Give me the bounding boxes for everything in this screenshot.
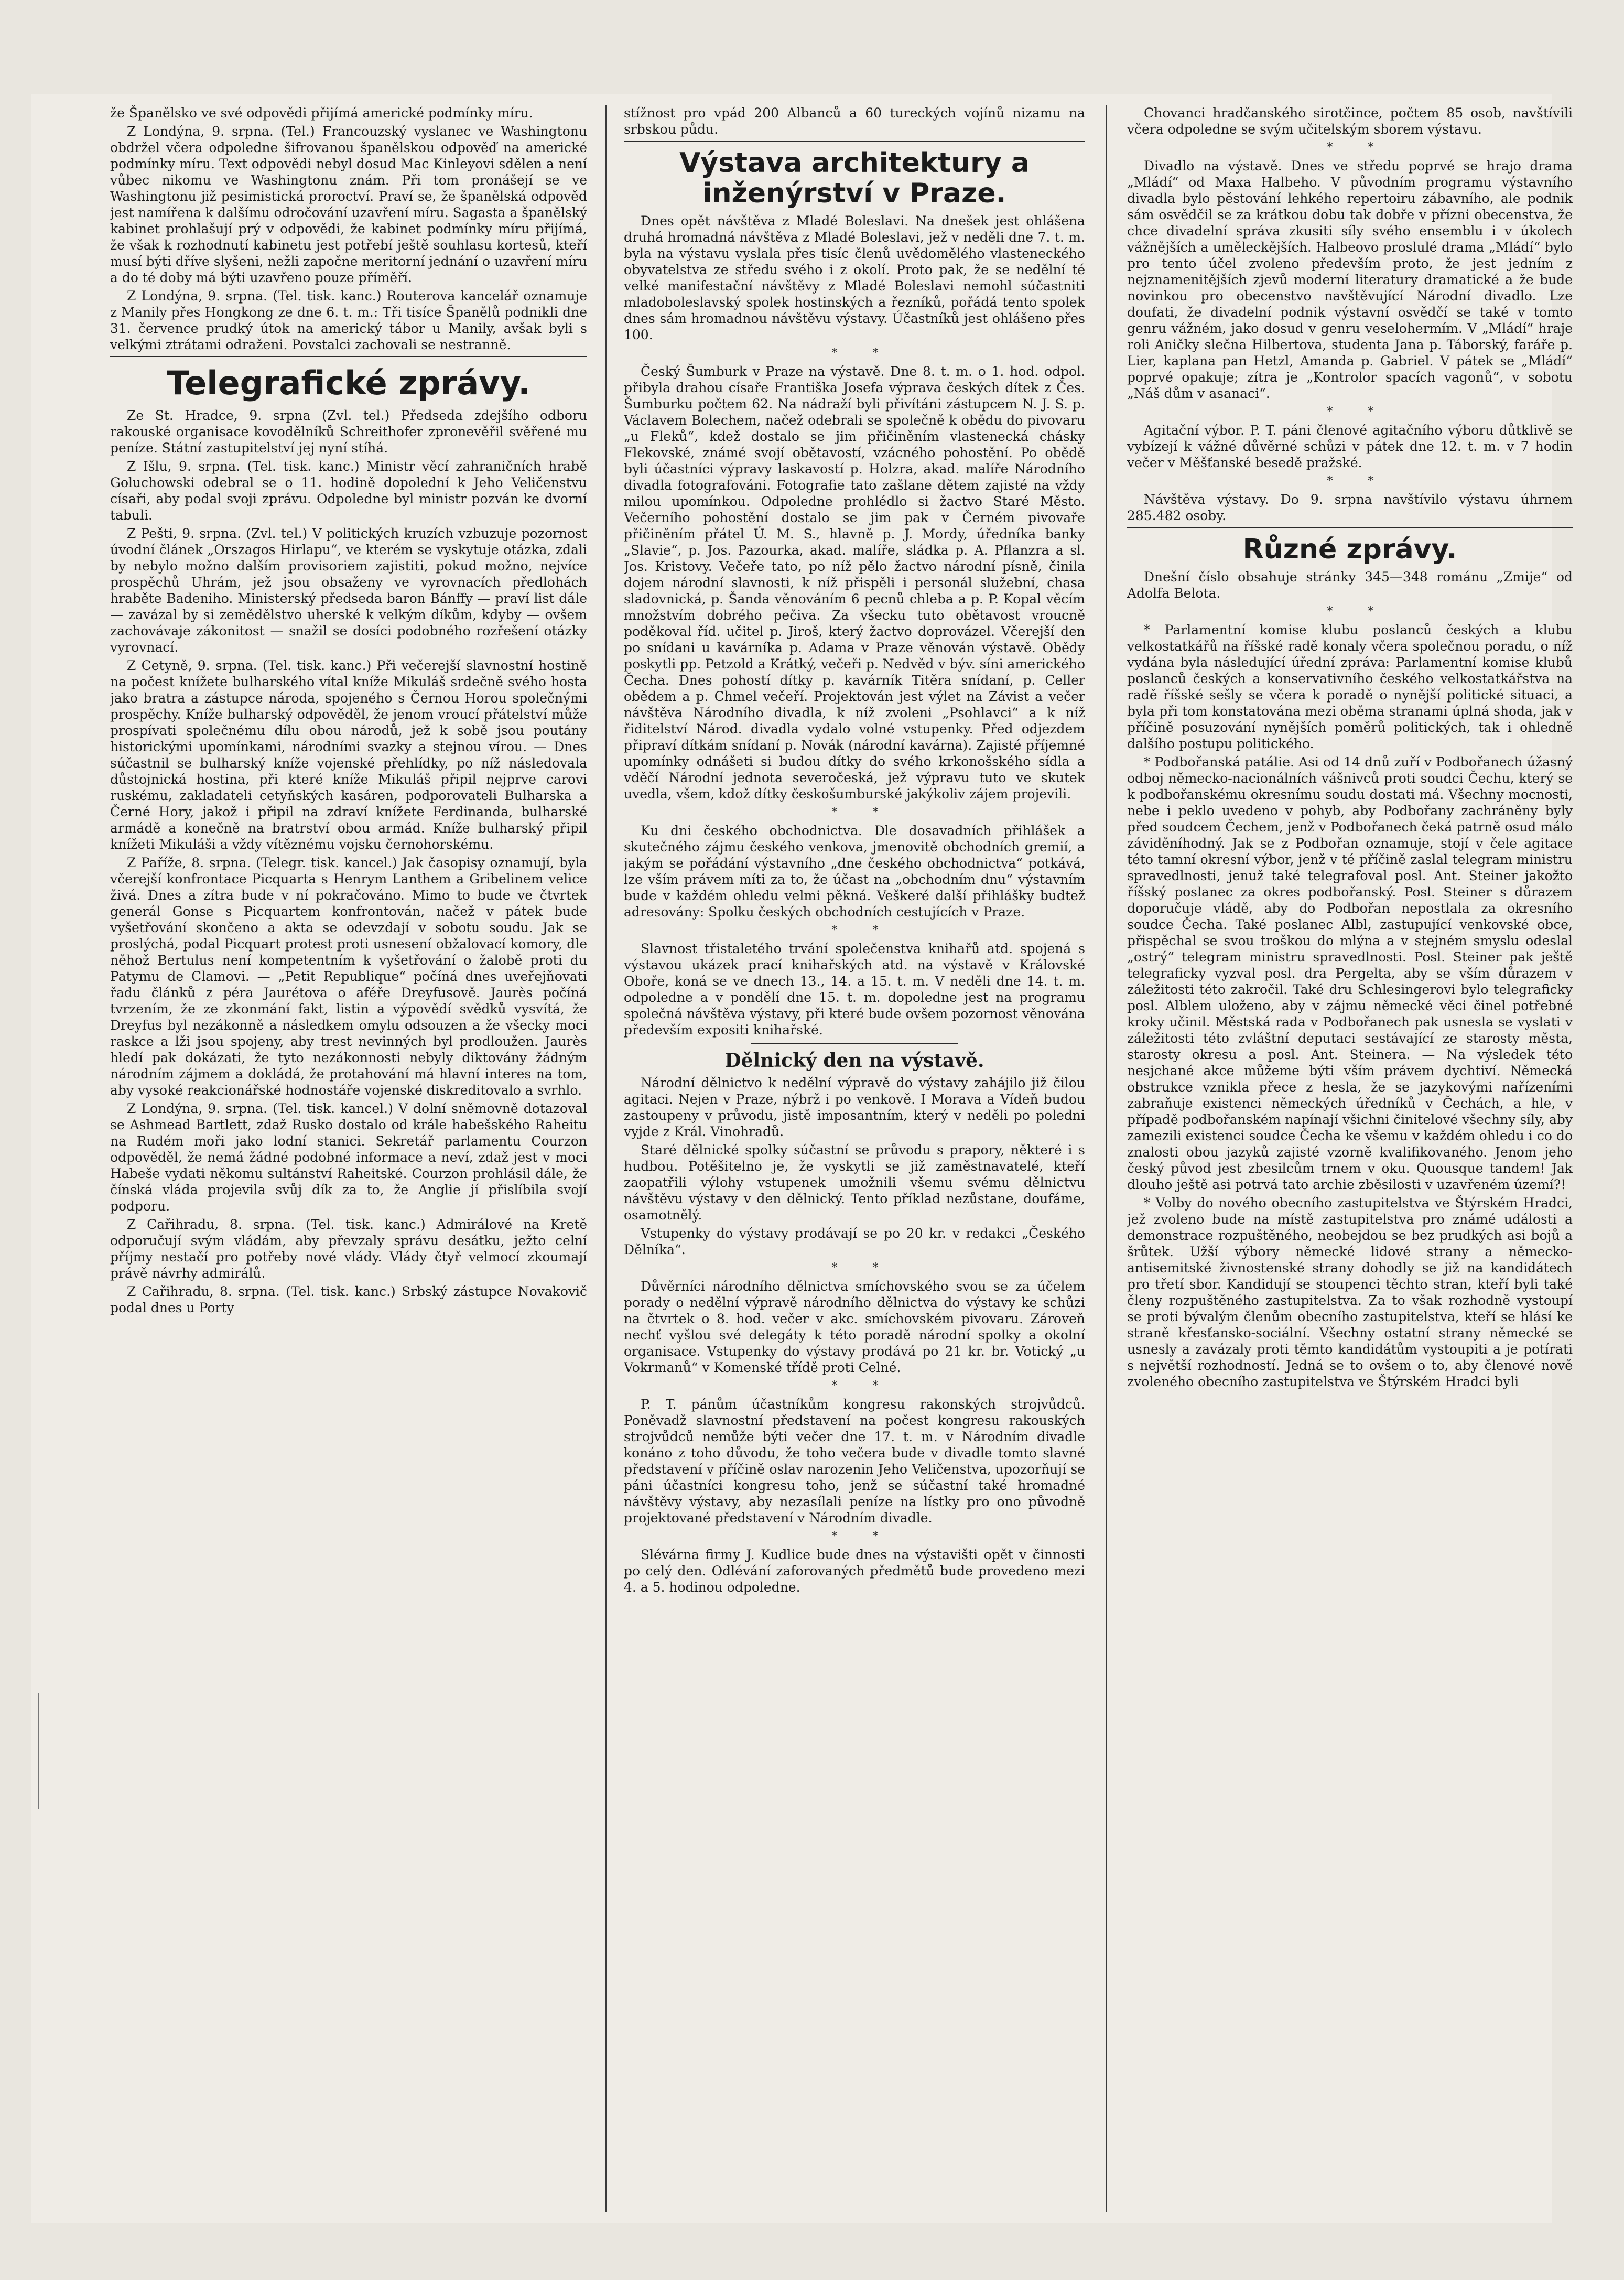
section-divider: [1127, 527, 1573, 528]
separator-stars: * *: [831, 924, 894, 937]
section-heading-exhibition: Výstava architektury a inženýrství v Praze.: [679, 147, 1030, 209]
section-heading-telegrams: Telegrafické zprávy.: [167, 364, 530, 402]
separator-stars: * *: [831, 1379, 894, 1392]
article-cesky-sumburk: Český Šumburk v Praze na výstavě. Dne 8. t. m. o 1. hod. odpol. přibyla drahou císaře Františka Josefa výprava českých dítek z Čes. Šumburku počtem 62. Na nádraží byli přivítáni zástupcem N. J. S. p. Václavem Bolechem, načež odebrali se společně k obědu do pivovaru „u Fleků“, kdež dostalo se jim přičiněním vlastenecká chásky Flekovské, známé svojí obětavostí, vzácného pohostění. Po obědě byli účastníci výpravy laskavostí p. Holzra, akad. malíře Národního divadla fotografováni. Fotografie tato zašlane dětem zajisté na vždy milou upomínkou. Odpoledne prohlédlo si žactvo Staré Město. Večerního pohostění dostalo se jim pak v Černém pivovaře přičiněním přátel Ú. M. S., hlavně p. J. Mordy, úředníka banky „Slavie“, p. Jos. Pazourka, akad. malíře, sládka p. A. Pflanzra a sl. Jos. Kristovy. Večeře tato, po níž pělo žactvo národní písně, činila dojem národní slavnosti, k níž přispěli i personál služební, chasa sladovnická, p. Šanda věnováním 6 pecnů chleba a p. P. Kopal věcím množstvím dobrého pečiva. Za všecku tuto obětavost vroucně poděkoval říd. učitel p. Jiroš, který žactvo doprovázel. Včerejší den po snídani u kavárníka p. Adama v Praze věnován výstavě. Obědy poskytli pp. Petzold a Krátký, večeři p. Nedvěd v býv. síni amerického Čecha. Dnes pohostí dítky p. kavárník Titěra snídaní, p. Celler obědem a p. Chmel večeří. Projektován jest výlet na Závist a večer návštěva Národního divadla, k níž zvoleni „Psohlavci“ a k níž řiditelství Národ. divadla vydalo volné vstupenky. Před odjezdem připraví dítkám snídaní p. Novák (národní kavárna). Zajisté příjemné upomínky odnášeti si budou dítky do svého krkonošského sídla a vděčí Národní jednota severočeská, jež výpravu tuto ve skutek uvedla, všem, kdož dítky českošumburské jakýkoliv zájem projevili.: [624, 364, 1085, 802]
telegram-cetinje: Z Cetyně, 9. srpna. (Tel. tisk. kanc.) Při večerejší slavnostní hostině na počest knížete bulharského vítal kníže Mikuláš srdečně svého hosta jako bratra a zástupce národa, spojeného s Černou Horou společnými prospěchy. Kníže bulharský odpověděl, že jenom vroucí přátelství může prospívati společnému dílu obou národů, jež k sobě jsou poutány historickými upomínkami, národními svazky a stejnou vírou. — Dnes súčastnil se bulharský kníže vojenské přehlídky, po níž následovala důstojnická hostina, při které kníže Mikuláš připil nejprve carovi ruskému, zakladateli cetyňských kasáren, podporovateli Bulharska a Černé Hory, jakož i připil na zdraví knížete Ferdinanda, bulharské armádě a konečně na bratrství obou armád. Kníže bulharský připil knížeti Mikuláši a vždy vítěznému vojsku černohorskému.: [110, 658, 587, 852]
article-mlada-boleslav: Dnes opět návštěva z Mladé Boleslavi. Na dnešek jest ohlášena druhá hromadná návštěva z Mladé Boleslavi, jež v neděli dne 7. t. m. byla na výstavu vyslala přes tisíc členů uvědomělého vlasteneckého obyvatelstva ze středu svého i z okolí. Proto pak, že se nedělní té velké manifestační návštěvy z Mladé Boleslavi nemohl súčastniti mladoboleslavský spolek hostinských a řezníků, pořádá tento spolek dnes sám hromadnou návštěvu výstavy. Účastníků jest ohlášeno přes 100.: [624, 213, 1085, 342]
telegram-constantinople-2: Z Cařihradu, 8. srpna. (Tel. tisk. kanc.) Srbský zástupce Novakovič podal dnes u Porty: [110, 1284, 587, 1315]
article-novel-notice: Dnešní číslo obsahuje stránky 345—348 románu „Zmije“ od Adolfa Belota.: [1127, 569, 1573, 601]
article-podborany: * Podbořanská patálie. Asi od 14 dnů zuří v Podbořanech úžasný odboj německo-nacionálních vášnivců proti soudci Čechu, který se k podbořanskému okresnímu soudu dostati má. Všechny mocnosti, nebe i peklo uvedeno v pohyb, aby Podbořany zachráněny byly před soudcem Čechem, jenž v Podbořanech čeká patrně osud málo záviděníhodný. Jak se z Podbořan oznamuje, stojí v čele agitace této tamní okresní výbor, jenž v té příčině zaslal telegram ministru spravedlnosti, jenuž také telegrafoval posl. Ant. Steiner jakožto říšský poslanec za okres podbořanský. Posl. Steiner s důrazem doporučuje vládě, aby do Podbořan nepostlala za okresního soudce Čecha. Také poslanec Albl, zastupující venkovské obce, přispěchal se svou troškou do mlýna a v stejném smyslu odeslal „ostrý“ telegram ministru spravedlnosti. Posl. Steiner pak ještě telegraficky vyzval posl. dra Pergelta, aby se vším důrazem v záležitosti této zakročil. Také dru Schlesingerovi bylo telegraficky posl. Alblem uloženo, aby v zájmu německé věci činel potřebné kroky učinil. Městská rada v Podbořanech pak usnesla se vyslati v záležitosti této zvláštní deputaci sestávající ze starosty města, starosty okresu a posl. Ant. Steinera. — Na výsledek této nesjchané akce můžeme býti vším právem dychtiví. Německá obstrukce vznikla přece z hesla, že se jazykovými nařízeními zabraňuje existenci německých úředníků v Čechách, a hle, v případě podbořanském napínají všichni činitelové všechny síly, aby zamezili existenci soudce Čecha ke všemu v každém ohledu i co do znalosti obou jazyků zajisté vzorně kvalifikovaného. Jenom jeho český původ jest zbesilcům trnem v oku. Quousque tandem! Jak dlouho ještě asi potrvá tato archie zběsilosti v uzavřeném území?!: [1127, 754, 1573, 1192]
telegram-ischl: Z Išlu, 9. srpna. (Tel. tisk. kanc.) Ministr věcí zahraničních hrabě Goluchowski odebral se o 11. hodině dopolední k Jeho Veličenstvu císaři, aby podal svoji zprávu. Odpoledne byl ministr pozván ke dvorní tabuli.: [110, 459, 587, 523]
separator-stars: * *: [831, 1530, 894, 1543]
separator-stars: * *: [831, 806, 894, 819]
article-engineers-congress: P. T. pánům účastníkům kongresu rakonských strojvůdců. Poněvadž slavnostní představení na počest kongresu rakouských strojvůdců nemůže býti večer dne 17. t. m. v Národním divadle konáno z toho důvodu, že toho večera bude v divadle tomto slavné představení v příčině oslav narozenin Jeho Veličenstva, upozorňují se páni účastníci kongresu toho, jenž se súčastní také hromadné návštěvy výstavy, aby nezasílali peníze na lístky pro ono původně projektované představení v Národním divadle.: [624, 1397, 1085, 1526]
article-foundry: Slévárna firmy J. Kudlice bude dnes na výstavišti opět v činnosti po celý den. Odlévání zaforovaných předmětů bude provedeno mezi 4. a 5. hodinou odpoledne.: [624, 1547, 1085, 1595]
telegram-london-1: Z Londýna, 9. srpna. (Tel.) Francouzský vyslanec ve Washingtonu obdržel včera odpoledne šifrovanou španělskou odpověď na americké podmínky míru. Text odpovědi nebyl dosud Mac Kinleyovi sdělen a není vůbec nikomu ve Washingtonu znám. Při tom pronášejí se ve Washingtonu již pesimistická proroctví. Praví se, že španělská odpověď jest namířena k dalšímu odročování uzavření míru. Sagasta a španělský kabinet prohlašují prý v odpovědi, že kabinet podmínky míru přijímá, že však k rozhodnutí kabinetu jest potřebí ještě souhlasu kortesů, kteří musí býti dříve slyšeni, nežli započne meritorní jednání o uzavření míru a do té doby má býti uzavřeno pouze příměří.: [110, 124, 587, 285]
article-workers-2: Staré dělnické spolky súčastní se průvodu s prapory, některé i s hudbou. Potěšitelno je, že vyskytli se již zaměstnavatelé, kteří zaopatřili výlohy vstupenek umožnili všemu svému dělnictvu návštěvu výstavy v den dělnický. Tento příklad nezůstane, doufáme, osamotnělý.: [624, 1142, 1085, 1223]
separator-stars: * *: [1327, 141, 1390, 154]
article-theatre: Divadlo na výstavě. Dnes ve středu poprvé se hrajo drama „Mládí“ od Maxa Halbeho. V původním programu výstavního divadla bylo pěstování lehkého repertoiru zábavního, ale podnik sám osvědčil se za krátkou dobu tak dobře v přízni obecenstva, že chce divadelní správa zkusiti síly svého ensemblu i v úkolech vážnějších a uměleckějších. Halbeovo proslulé drama „Mládí“ bylo pro tento účel zvoleno především proto, že jest jedním z nejznamenitějších zjevů moderní literatury dramatické a že bude novinkou pro obecenstvo navštěvující Národní divadlo. Lze doufati, že divadelní podnik výstavní osvědčí se také v tomto genru vážném, jako dosud v genru veselohermím. V „Mládí“ hraje roli Aničky slečna Hilbertova, studenta Jana p. Táborský, faráře p. Lier, kaplana pan Hetzl, Amanda p. Gabriel. V pátek se „Mládí“ poprvé opakuje; zítra je „Kontrolor spacích vagonů“, v sobotu „Náš dům v asanaci“.: [1127, 158, 1573, 401]
article-merchants-day: Ku dni českého obchodnictva. Dle dosavadních přihlášek a skutečného zájmu českého venkova, jmenovitě obchodních gremií, a jakým se pořádání výstavního „dne českého obchodnictva“ potkává, lze vším právem míti za to, že účast na „obchodním dnu“ výstavním bude v každém ohledu velmi pěkná. Veškeré další přihlášky budtež adresovány: Spolku českých obchodních cestujících v Praze.: [624, 823, 1085, 920]
article-graz-elections: * Volby do nového obecního zastupitelstva ve Štýrském Hradci, jež zvoleno bude na místě zastupitelstva pro známé události a demonstrace rozpuštěného, neobejdou se bez prudkých asi bojů a šrůtek. Užší výbory německé lidové strany a německo-antisemitské živnostenské strany dohodly se již na kandidátech pro třetí sbor. Kandidují se stoupenci těchto stran, kteří byli také členy rozpuštěného zastupitelstva. Za to však rozhodně vystoupí se proti bývalým členům obecního zastupitelstva, kteří se hlásí ke straně křesťansko-sociální. Všechny ostatní strany německé se usnesly a zavázaly proti těmto kandidátům vystoupiti a je potírati s největší rozhodností. Jedná se to ovšem o to, aby členové nově zvoleného obecního zastupitelstva ve Štýrském Hradci byli: [1127, 1195, 1573, 1389]
column-rule: [605, 105, 607, 2212]
column-rule: [1106, 105, 1107, 2212]
telegram-paris: Z Paříže, 8. srpna. (Telegr. tisk. kancel.) Jak časopisy oznamují, byla včerejší konfrontace Picquarta s Henrym Lanthem a Gribelinem velice živá. Dnes a zítra bude v ní pokračováno. Mimo to bude ve čtvrtek generál Gonse s Picquartem konfrontován, načež v pátek bude vyšetřování skončeno a akta se odevzdají v sobotu soudu. Jak se proslýchá, podal Picquart protest proti usnesení obžalovací komory, dle něhož Bertulus není kompetentním k vyšetřování o žalobě proti du Patymu de Clamovi. — „Petit Republique“ počíná dnes uveřejňovati řadu článků z péra Jaurétova o aféře Dreyfusově. Jaurès počíná tvrzením, že ze zkonmání fakt, listin a výpovědí svědků vysvítá, že Dreyfus byl nezákonně a následkem omylu odsouzen a že všecky moci raskce a lži jsou spojeny, aby trest nevinných byl prodloužen. Jaurès hledí pak dokázati, že tyto nezákonnosti nebyly diktovány žádným národním zájmem a dokládá, že protahování má hlavní interes na tom, aby vysoké reakcionářské hodnostáře vojenské diskreditovalo a svrhlo.: [110, 855, 587, 1098]
section-divider: [751, 1043, 958, 1044]
article-orphanage: Chovanci hradčanského sirotčince, počtem 85 osob, navštívili včera odpoledne se svým učitelským sborem výstavu.: [1127, 105, 1573, 137]
binding-edge-mark: [38, 1693, 39, 1809]
separator-stars: * *: [831, 1261, 894, 1274]
section-heading-workers-day: Dělnický den na výstavě.: [724, 1050, 984, 1072]
section-divider: [624, 141, 1085, 142]
telegram-london-3: Z Londýna, 9. srpna. (Tel. tisk. kancel.) V dolní sněmovně dotazoval se Ashmead Bartlett, zdaž Rusko dostalo od krále habešského Raheitu na Rudém moři jako lodní stanici. Sekretář parlamentu Courzon odpověděl, že nemá žádné podobné informace a neví, zdaž jest v moci Habeše vydati někomu sultánství Raheitské. Courzon prohlásil dále, že čínská vláda projevila svůj dík za to, že Anglie jí přislíbila svojí podporu.: [110, 1101, 587, 1214]
article-paragraph: že Španělsko ve své odpovědi přijímá americké podmínky míru.: [110, 105, 533, 121]
article-attendance: Návštěva výstavy. Do 9. srpna navštívilo výstavu úhrnem 285.482 osoby.: [1127, 492, 1573, 523]
newspaper-page: [31, 94, 1573, 2223]
article-paragraph: stížnost pro vpád 200 Albanců a 60 tureckých vojínů nizamu na srbskou půdu.: [624, 105, 1085, 137]
article-agitation-committee: Agitační výbor. P. T. páni členové agitačního výboru důtklivě se vybízejí k vážné důvěrné schůzi v pátek dne 12. t. m. v 7 hodin večer v Měšťanské besedě pražské.: [1127, 423, 1573, 470]
section-heading-various: Různé zprávy.: [1242, 534, 1457, 565]
article-bookbinders: Slavnost třistaletého trvání společenstva knihařů atd. spojená s výstavou ukázek prací knihařských atd. na výstavě v Královské Oboře, koná se ve dnech 13., 14. a 15. t. m. V neděli dne 14. t. m. odpoledne a v pondělí dne 15. t. m. dopoledne jest na programu společná návštěva výstavy, při které bude ovšem pozornost věnována především expositi knihařské.: [624, 941, 1085, 1038]
column-3: [1127, 105, 1573, 2212]
column-2: [624, 105, 1085, 2212]
section-divider: [110, 356, 587, 357]
telegram-constantinople-1: Z Cařihradu, 8. srpna. (Tel. tisk. kanc.) Admirálové na Kretě odporučují svým vládám, aby převzaly správu desátku, ježto celní příjmy nestačí pro potřeby nové vlády. Vlády čtyř velmocí zkoumají právě návrhy admirálů.: [110, 1217, 587, 1281]
telegram-graz: Ze St. Hradce, 9. srpna (Zvl. tel.) Předseda zdejšího odboru rakouské organisace kovodělníků Schreithofer zpronevěřil svěřené mu peníze. Státní zastupitelství jej nyní stíhá.: [110, 408, 587, 456]
article-parliament-commission: * Parlamentní komise klubu poslanců českých a klubu velkostatkářů na říšské radě konaly včera společnou poradu, o níž vydána byla následující úřední zpráva: Parlamentní komise klubů poslanců českých a konservativního českého velkostatkářstva na radě říšské sešly se včera k poradě o nynější politické situaci, a byla při tom konstatována mezi oběma stranami úplná shoda, jak v příčině posuzování nynějších poměrů politických, tak i ohledně dalšího postupu politického.: [1127, 622, 1573, 751]
telegram-pest: Z Pešti, 9. srpna. (Zvl. tel.) V politických kruzích vzbuzuje pozornost úvodní článek „Orszagos Hirlapu“, ve kterém se vyskytuje otázka, zdali by nebylo možno dalším provisoriem zajistiti, pokud možno, nejvíce prospěchů Uhrám, jež jsou obsaženy ve vyrovnacích předlohách hraběte Badeniho. Ministerský předseda baron Bánffy — praví list dále — zavázal by si zemědělstvo uherské k velkým díkům, kdyby — ovšem zachovávaje zákonitost — snažil se dosíci podobného rozřešení otázky vyrovnací.: [110, 526, 587, 655]
separator-stars: * *: [1327, 474, 1390, 488]
article-smichov: Důvěrníci národního dělnictva smíchovského svou se za účelem porady o nedělní výpravě národního dělnictva do výstavy ke schůzi na čtvrtek o 8. hod. večer v akc. smíchovském pivovaru. Zároveň nechť vyšlou své delegáty k této poradě národní spolky a okolní organisace. Vstupenky do výstavy prodává po 21 kr. br. Votický „u Vokrmanů“ v Komenské třídě proti Celné.: [624, 1279, 1085, 1375]
article-workers-3: Vstupenky do výstavy prodávají se po 20 kr. v redakci „Českého Dělníka“.: [624, 1226, 1085, 1257]
article-workers-1: Národní dělnictvo k nedělní výpravě do výstavy zahájilo již čilou agitaci. Nejen v Praze, nýbrž i po venkově. I Morava a Vídeň budou zastoupeny v průvodu, jistě imposantním, který v neděli po poledni vyjde z Král. Vinohradů.: [624, 1075, 1085, 1139]
column-1: [110, 105, 587, 2212]
separator-stars: * *: [1327, 605, 1390, 618]
separator-stars: * *: [831, 347, 894, 360]
separator-stars: * *: [1327, 405, 1390, 418]
telegram-london-2: Z Londýna, 9. srpna. (Tel. tisk. kanc.) Routerova kancelář oznamuje z Manily přes Hongkong ze dne 6. t. m.: Tři tisíce Španělů podnikli dne 31. července prudký útok na americký tábor u Manily, avšak byli s velkými ztrátami odraženi. Povstalci zachovali se nestranně.: [110, 288, 587, 352]
